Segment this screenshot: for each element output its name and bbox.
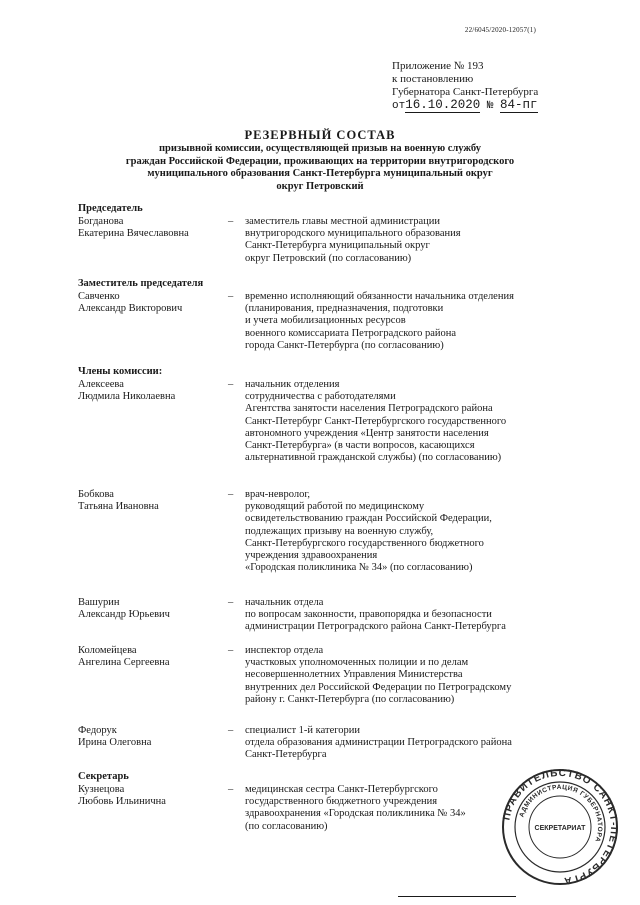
dash-separator: –: [228, 291, 234, 302]
position-line: администрации Петроградского района Санкт-Петербурга: [245, 621, 506, 633]
position-line: подлежащих призыву на военную службу,: [245, 525, 434, 537]
position-line: города Санкт-Петербурга (по согласованию): [245, 339, 444, 351]
member-surname: Коломейцева: [78, 645, 137, 656]
dash-separator: –: [228, 645, 234, 656]
position-line: Санкт-Петербурга муниципальный округ: [245, 240, 430, 252]
position-line: автономного учреждения «Центр занятости населения: [245, 427, 489, 439]
position-line: Санкт-Петербурга» (в части вопросов, касающихся: [245, 440, 475, 452]
subtitle-line: округ Петровский: [276, 180, 364, 192]
position-line: инспектор отдела: [245, 645, 324, 656]
position-line: и учета мобилизационных ресурсов: [245, 315, 406, 327]
member-surname: Бобкова: [78, 489, 114, 500]
position-line: Санкт-Петербургского государственного бюджетного: [245, 537, 484, 549]
member-given-names: Людмила Николаевна: [78, 391, 176, 403]
signature-line: [398, 896, 516, 897]
stamp-center-text: СЕКРЕТАРИАТ: [534, 825, 586, 832]
number-prefix: №: [486, 100, 494, 112]
position-line: району г. Санкт-Петербурга (по согласованию): [245, 693, 455, 705]
member-surname: Вашурин: [78, 597, 120, 608]
member-given-names: Ирина Олеговна: [78, 737, 152, 749]
member-surname: Богданова: [78, 216, 124, 227]
position-line: начальник отделения: [245, 379, 340, 390]
position-line: (по согласованию): [245, 820, 328, 832]
position-line: заместитель главы местной администрации: [245, 216, 441, 227]
dash-separator: –: [228, 784, 234, 795]
member-surname: Кузнецова: [78, 784, 125, 795]
position-line: Санкт-Петербурга: [245, 749, 327, 761]
position-line: отдела образования администрации Петроградского района: [245, 737, 512, 749]
member-surname: Савченко: [78, 291, 120, 302]
appendix-to-resolution: к постановлению: [392, 73, 474, 85]
member-given-names: Ангелина Сергеевна: [78, 657, 170, 669]
position-line: по вопросам законности, правопорядка и безопасности: [245, 609, 492, 621]
position-line: Агентства занятости населения Петроградского района: [245, 403, 493, 415]
resolution-date: 16.10.2020: [405, 98, 481, 112]
position-line: специалист 1-й категории: [245, 725, 361, 736]
position-line: Санкт-Петербург Санкт-Петербургского государственного: [245, 415, 507, 427]
position-line: учреждения здравоохранения: [245, 550, 378, 562]
member-given-names: Екатерина Вячеславовна: [78, 228, 189, 240]
dash-separator: –: [228, 725, 234, 736]
official-seal-stamp: [501, 768, 619, 886]
dash-separator: –: [228, 216, 234, 227]
position-line: государственного бюджетного учреждения: [245, 796, 438, 808]
position-line: участковых уполномоченных полиции и по делам: [245, 657, 469, 669]
position-line: врач-невролог,: [245, 489, 311, 500]
subtitle-line: граждан Российской Федерации, проживающих на территории внутригородского: [125, 155, 515, 167]
appendix-block: [392, 60, 538, 113]
member-surname: Федорук: [78, 725, 117, 736]
position-line: альтернативной гражданской службы) (по согласованию): [245, 452, 502, 464]
resolution-number: 84-пг: [500, 98, 538, 112]
dash-separator: –: [228, 489, 234, 500]
section-secretary: Секретарь: [78, 771, 129, 782]
position-line: округ Петровский (по согласованию): [245, 252, 412, 264]
date-prefix: от: [392, 100, 406, 112]
section-members: Члены комиссии:: [78, 366, 163, 377]
position-line: внутренних дел Российской Федерации по Петроградскому: [245, 681, 512, 693]
appendix-date-line: [392, 99, 538, 113]
section-deputy: Заместитель председателя: [78, 278, 204, 289]
member-given-names: Любовь Ильинична: [78, 796, 166, 808]
appendix-governor: Губернатора Санкт-Петербурга: [392, 86, 539, 98]
position-line: (планирования, предназначения, подготовки: [245, 303, 444, 315]
subtitle-line: муниципального образования Санкт-Петербурга муниципальный округ: [147, 168, 493, 179]
stamp-outer-text: ПРАВИТЕЛЬСТВО САНКТ-ПЕТЕРБУРГА: [501, 768, 619, 886]
position-line: здравоохранения «Городская поликлиника № 34»: [245, 808, 466, 820]
position-line: медицинская сестра Санкт-Петербургского: [245, 784, 438, 795]
document-heading: [0, 128, 640, 193]
position-line: военного комиссариата Петроградского района: [245, 327, 457, 339]
stamp-inner-text: АДМИНИСТРАЦИЯ ГУБЕРНАТОРА: [518, 783, 604, 844]
appendix-number: Приложение № 193: [392, 60, 484, 72]
position-line: временно исполняющий обязанности начальника отделения: [245, 291, 514, 302]
position-line: внутригородского муниципального образования: [245, 228, 461, 240]
position-line: «Городская поликлиника № 34» (по согласованию): [245, 562, 473, 574]
position-line: руководящий работой по медицинскому: [245, 501, 425, 513]
position-line: начальник отдела: [245, 597, 324, 608]
member-given-names: Александр Юрьевич: [78, 609, 170, 621]
member-surname: Алексеева: [78, 379, 124, 390]
section-chair: Председатель: [78, 203, 143, 214]
dash-separator: –: [228, 379, 234, 390]
document-title: РЕЗЕРВНЫЙ СОСТАВ: [244, 128, 396, 142]
position-line: несовершеннолетних Управления Министерства: [245, 669, 463, 681]
member-given-names: Александр Викторович: [78, 303, 183, 315]
member-given-names: Татьяна Ивановна: [78, 501, 159, 513]
position-line: освидетельствованию граждан Российской Федерации,: [245, 513, 492, 525]
dash-separator: –: [228, 597, 234, 608]
subtitle-line: призывной комиссии, осуществляющей призыв на военную службу: [159, 143, 481, 154]
position-line: сотрудничества с работодателями: [245, 391, 396, 403]
document-reference-number: 22/6045/2020-12057(1): [464, 26, 536, 34]
